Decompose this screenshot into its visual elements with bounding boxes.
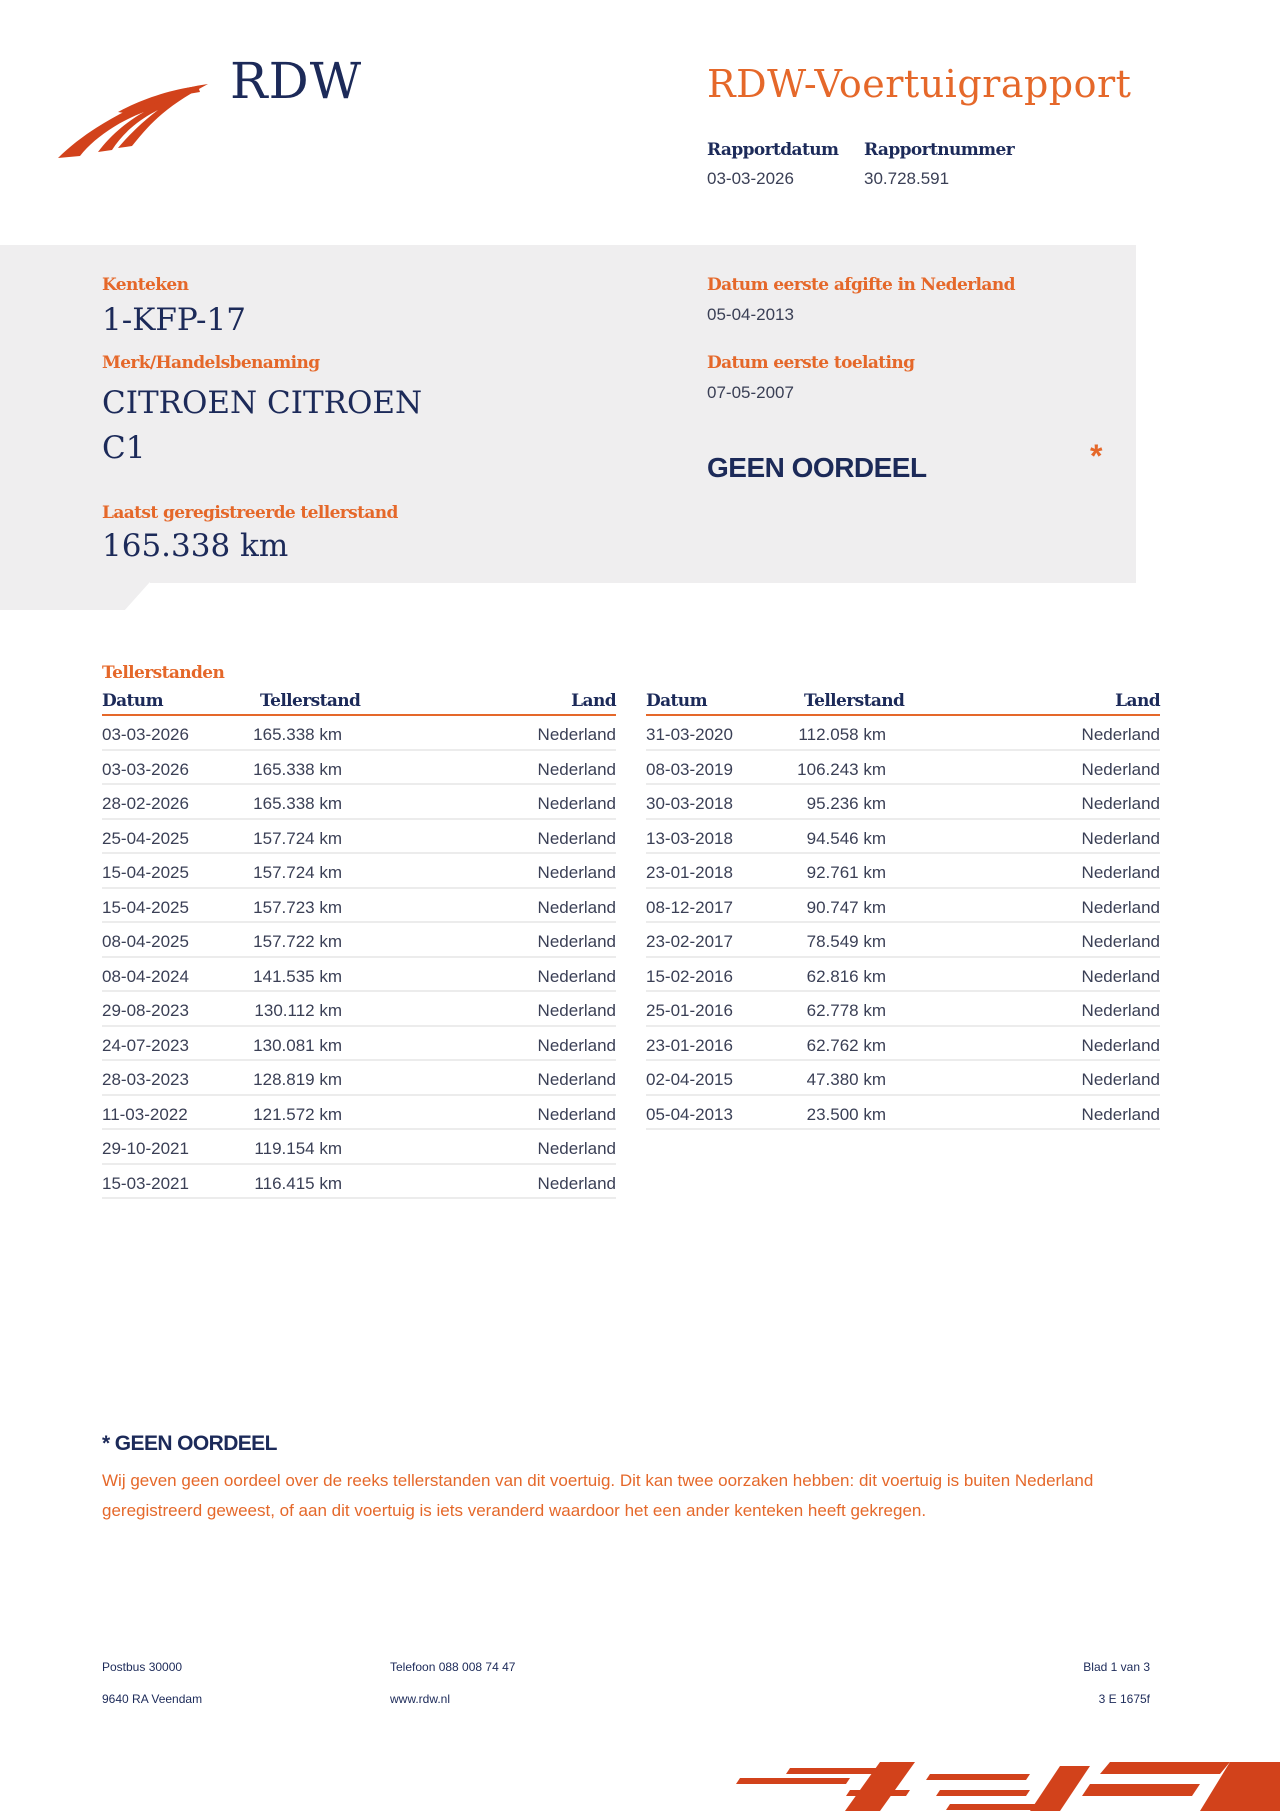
report-title: RDW-Voertuigrapport xyxy=(707,62,1132,106)
row-country: Nederland xyxy=(1081,1104,1160,1124)
header-tellerstand: Tellerstand xyxy=(260,691,361,711)
row-date: 13-03-2018 xyxy=(646,828,733,848)
row-country: Nederland xyxy=(537,1173,616,1193)
first-admission-value: 07-05-2007 xyxy=(707,383,794,402)
row-country: Nederland xyxy=(537,725,616,744)
row-country: Nederland xyxy=(1081,828,1160,848)
merk-label: Merk/Handelsbenaming xyxy=(102,353,320,373)
row-date: 03-03-2026 xyxy=(102,725,189,744)
row-date: 25-01-2016 xyxy=(646,1001,733,1020)
row-date: 15-03-2021 xyxy=(102,1173,189,1193)
row-date: 24-07-2023 xyxy=(102,1035,189,1055)
row-odometer: 119.154 km xyxy=(254,1139,342,1158)
row-country: Nederland xyxy=(537,794,616,813)
table-row xyxy=(646,751,1160,786)
report-number-value: 30.728.591 xyxy=(864,169,950,188)
table-row xyxy=(102,854,616,889)
header-land: Land xyxy=(571,691,616,711)
row-date: 29-08-2023 xyxy=(102,1001,189,1020)
row-date: 31-03-2020 xyxy=(646,725,733,744)
table-row xyxy=(102,716,616,751)
row-date: 15-02-2016 xyxy=(646,966,733,986)
table-row xyxy=(646,1061,1160,1096)
header-tellerstand: Tellerstand xyxy=(804,691,905,711)
footer-page-number: Blad 1 van 3 xyxy=(1083,1660,1150,1674)
row-odometer: 165.338 km xyxy=(253,794,342,813)
row-country: Nederland xyxy=(537,828,616,848)
row-country: Nederland xyxy=(537,1070,616,1089)
row-odometer: 62.778 km xyxy=(806,1001,886,1020)
row-country: Nederland xyxy=(537,1001,616,1020)
row-date: 28-03-2023 xyxy=(102,1070,189,1089)
row-odometer: 62.762 km xyxy=(806,1035,886,1055)
row-odometer: 106.243 km xyxy=(797,759,886,779)
table-row xyxy=(646,854,1160,889)
row-odometer: 112.058 km xyxy=(798,725,886,744)
row-odometer: 92.761 km xyxy=(806,863,886,882)
row-country: Nederland xyxy=(1081,1035,1160,1055)
row-odometer: 121.572 km xyxy=(253,1104,342,1124)
table-body xyxy=(102,716,616,1199)
footer-phone: Telefoon 088 008 74 47 xyxy=(390,1660,516,1674)
row-country: Nederland xyxy=(1081,966,1160,986)
table-row xyxy=(102,1061,616,1096)
merk-value-line2: C1 xyxy=(102,430,146,466)
table-row xyxy=(646,820,1160,855)
row-date: 28-02-2026 xyxy=(102,794,189,813)
row-date: 23-01-2016 xyxy=(646,1035,733,1055)
table-row xyxy=(102,1130,616,1165)
footnote-text: Wij geven geen oordeel over de reeks tellerstanden van dit voertuig. Dit kan twee oorzaken hebben: dit voertuig is buiten Nederland geregistreerd geweest, of aan dit voertuig is iets veranderd waardoor het een ander kenteken heeft gekregen. xyxy=(102,1471,1094,1520)
row-odometer: 157.722 km xyxy=(253,932,342,951)
row-odometer: 130.081 km xyxy=(253,1035,342,1055)
row-date: 11-03-2022 xyxy=(102,1104,188,1124)
row-odometer: 95.236 km xyxy=(806,794,886,813)
row-date: 08-04-2025 xyxy=(102,932,189,951)
report-number-label: Rapportnummer xyxy=(864,140,1015,160)
table-row xyxy=(646,889,1160,924)
table-row xyxy=(102,820,616,855)
tellerstanden-title: Tellerstanden xyxy=(102,663,225,683)
first-registration-nl-value: 05-04-2013 xyxy=(707,305,794,324)
table-row xyxy=(102,992,616,1027)
table-header xyxy=(102,685,616,716)
row-date: 30-03-2018 xyxy=(646,794,733,813)
kenteken-value: 1-KFP-17 xyxy=(102,302,246,338)
decorative-stripes-icon xyxy=(730,1760,1280,1811)
odometer-table-left xyxy=(102,685,616,1199)
header-datum: Datum xyxy=(646,691,707,711)
row-country: Nederland xyxy=(1081,1070,1160,1089)
table-row xyxy=(646,923,1160,958)
footer-city: 9640 RA Veendam xyxy=(102,1692,203,1706)
row-date: 23-01-2018 xyxy=(646,863,733,882)
row-country: Nederland xyxy=(1081,1001,1160,1020)
table-row xyxy=(102,958,616,993)
row-country: Nederland xyxy=(537,897,616,917)
row-date: 29-10-2021 xyxy=(102,1139,189,1158)
odometer-table-right xyxy=(646,685,1160,1130)
table-header xyxy=(646,685,1160,716)
table-row xyxy=(102,889,616,924)
row-country: Nederland xyxy=(1081,932,1160,951)
table-row xyxy=(646,992,1160,1027)
row-date: 08-12-2017 xyxy=(646,897,733,917)
row-date: 03-03-2026 xyxy=(102,759,189,779)
table-row xyxy=(102,1027,616,1062)
header-datum: Datum xyxy=(102,691,163,711)
table-row xyxy=(646,1027,1160,1062)
rdw-logo-icon xyxy=(58,80,213,162)
row-date: 25-04-2025 xyxy=(102,828,189,848)
row-country: Nederland xyxy=(537,1139,616,1158)
logo-wordmark: RDW xyxy=(230,52,363,110)
footnote-title: * GEEN OORDEEL xyxy=(102,1432,277,1455)
table-row xyxy=(102,751,616,786)
panel-notch-decoration xyxy=(0,582,150,610)
row-date: 02-04-2015 xyxy=(646,1070,733,1089)
row-odometer: 130.112 km xyxy=(254,1001,342,1020)
row-odometer: 165.338 km xyxy=(253,725,342,744)
table-row xyxy=(102,923,616,958)
row-odometer: 157.724 km xyxy=(253,863,342,882)
row-odometer: 23.500 km xyxy=(806,1104,886,1124)
verdict-text: GEEN OORDEEL xyxy=(707,452,927,483)
header-land: Land xyxy=(1115,691,1160,711)
row-country: Nederland xyxy=(537,863,616,882)
row-date: 05-04-2013 xyxy=(646,1104,733,1124)
row-odometer: 90.747 km xyxy=(806,897,886,917)
row-country: Nederland xyxy=(1081,897,1160,917)
table-row xyxy=(102,1096,616,1131)
table-row xyxy=(646,1096,1160,1131)
row-country: Nederland xyxy=(537,1104,616,1124)
table-row xyxy=(646,716,1160,751)
row-odometer: 94.546 km xyxy=(806,828,886,848)
row-odometer: 128.819 km xyxy=(253,1070,342,1089)
row-country: Nederland xyxy=(537,1035,616,1055)
footer-document-code: 3 E 1675f xyxy=(1098,1692,1150,1706)
last-odometer-label: Laatst geregistreerde tellerstand xyxy=(102,503,398,523)
row-odometer: 116.415 km xyxy=(254,1173,342,1193)
row-odometer: 141.535 km xyxy=(253,966,342,986)
merk-value-line1: CITROEN CITROEN xyxy=(102,385,423,421)
row-odometer: 62.816 km xyxy=(806,966,886,986)
row-country: Nederland xyxy=(1081,794,1160,813)
row-country: Nederland xyxy=(537,932,616,951)
verdict-asterisk: * xyxy=(1090,438,1103,474)
table-row xyxy=(102,785,616,820)
row-date: 23-02-2017 xyxy=(646,932,733,951)
row-date: 15-04-2025 xyxy=(102,897,189,917)
footer-website[interactable]: www.rdw.nl xyxy=(390,1692,451,1706)
row-odometer: 157.723 km xyxy=(253,897,342,917)
first-admission-label: Datum eerste toelating xyxy=(707,353,915,373)
last-odometer-value: 165.338 km xyxy=(102,528,289,564)
row-odometer: 165.338 km xyxy=(253,759,342,779)
report-date-value: 03-03-2026 xyxy=(707,169,794,188)
row-country: Nederland xyxy=(1081,863,1160,882)
footer-postbus: Postbus 30000 xyxy=(102,1660,183,1674)
row-odometer: 157.724 km xyxy=(253,828,342,848)
row-date: 08-04-2024 xyxy=(102,966,189,986)
table-body xyxy=(646,716,1160,1130)
row-date: 08-03-2019 xyxy=(646,759,733,779)
report-date-label: Rapportdatum xyxy=(707,140,839,160)
row-country: Nederland xyxy=(537,966,616,986)
row-country: Nederland xyxy=(1081,759,1160,779)
first-registration-nl-label: Datum eerste afgifte in Nederland xyxy=(707,275,1015,295)
kenteken-label: Kenteken xyxy=(102,275,189,295)
row-odometer: 78.549 km xyxy=(806,932,886,951)
row-date: 15-04-2025 xyxy=(102,863,189,882)
table-row xyxy=(646,785,1160,820)
row-country: Nederland xyxy=(1081,725,1160,744)
row-odometer: 47.380 km xyxy=(806,1070,886,1089)
row-country: Nederland xyxy=(537,759,616,779)
table-row xyxy=(102,1165,616,1200)
table-row xyxy=(646,958,1160,993)
